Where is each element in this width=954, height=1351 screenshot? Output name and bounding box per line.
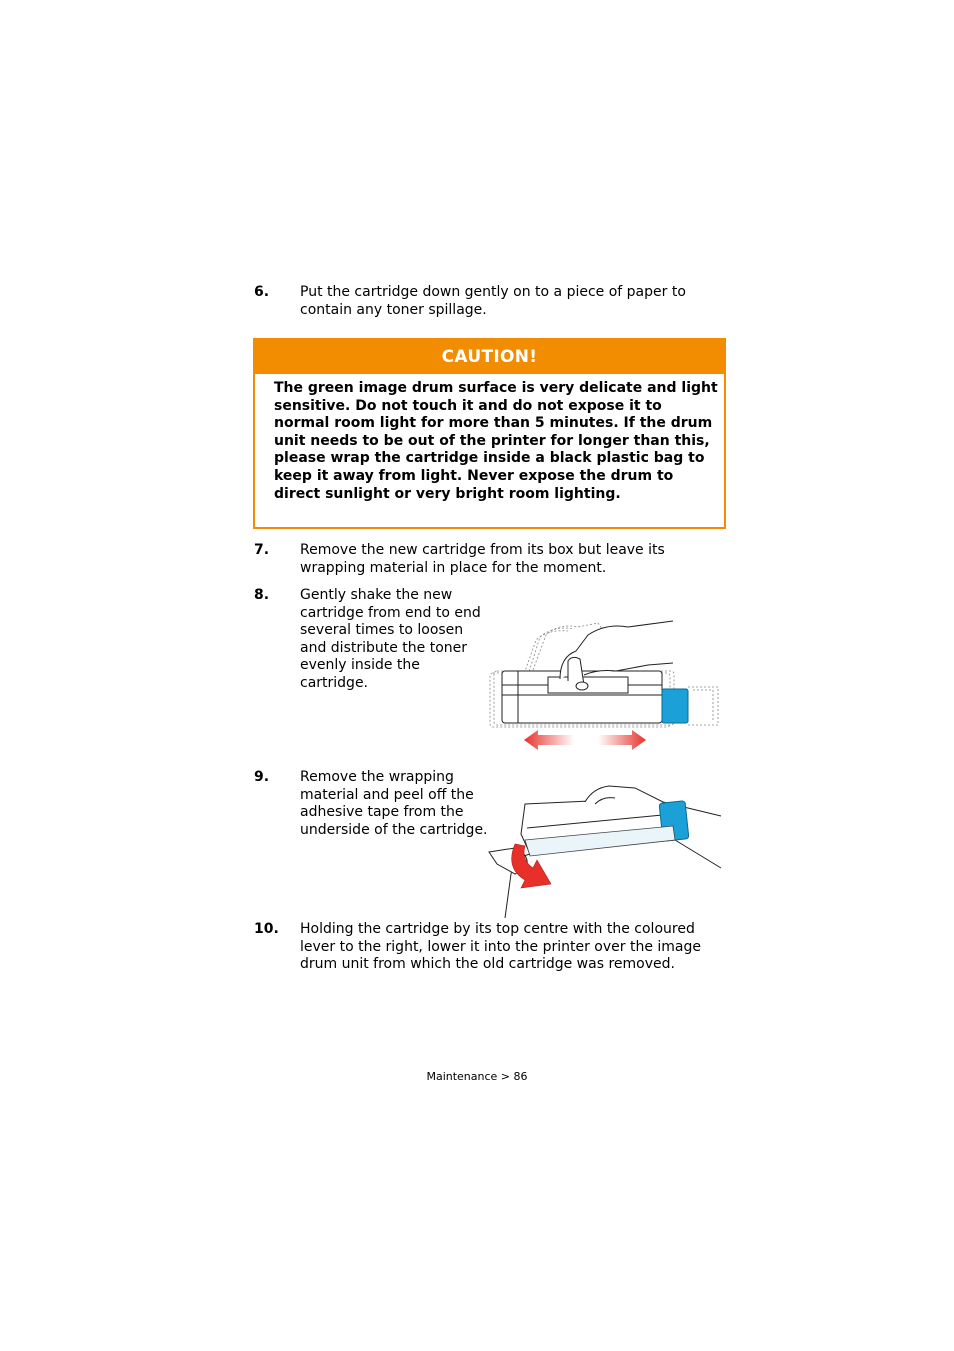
step-text: Put the cartridge down gently on to a piece of paper to contain any toner spillage. [300,284,686,318]
step-number: 10. [254,921,279,937]
step-text: Remove the wrapping material and peel off the adhesive tape from the underside of the cartridge. [300,769,488,838]
page-footer: Maintenance > 86 [426,1070,528,1083]
arrow-right-icon [598,730,646,750]
step-number: 9. [254,769,270,785]
caution-box [253,338,726,529]
step-number: 7. [254,542,270,558]
step-number: 8. [254,587,270,603]
step-text: Holding the cartridge by its top centre with the coloured lever to the right, lower it into the printer over the image drum unit from which the old cartridge was removed. [300,921,701,973]
caution-title: CAUTION! [255,340,724,374]
step-text: Gently shake the new cartridge from end to end several times to loosen and distribute the toner evenly inside the cartridge. [300,587,481,691]
shake-cartridge-illustration [488,615,723,755]
step-text: Remove the new cartridge from its box but leave its wrapping material in place for the moment. [300,542,665,576]
lever-icon [662,689,688,723]
arrow-left-icon [524,730,574,750]
caution-text: The green image drum surface is very delicate and light sensitive. Do not touch it and do not expose it to normal room light for more than 5 minutes. If the drum unit needs to be out of the printer for longer than this, please wrap the cartridge inside a black plastic bag to keep it away from light. Never expose the drum to direct sunlight or very bright room lighting. [274,380,718,502]
step-number: 6. [254,284,270,300]
peel-tape-illustration [485,784,725,924]
